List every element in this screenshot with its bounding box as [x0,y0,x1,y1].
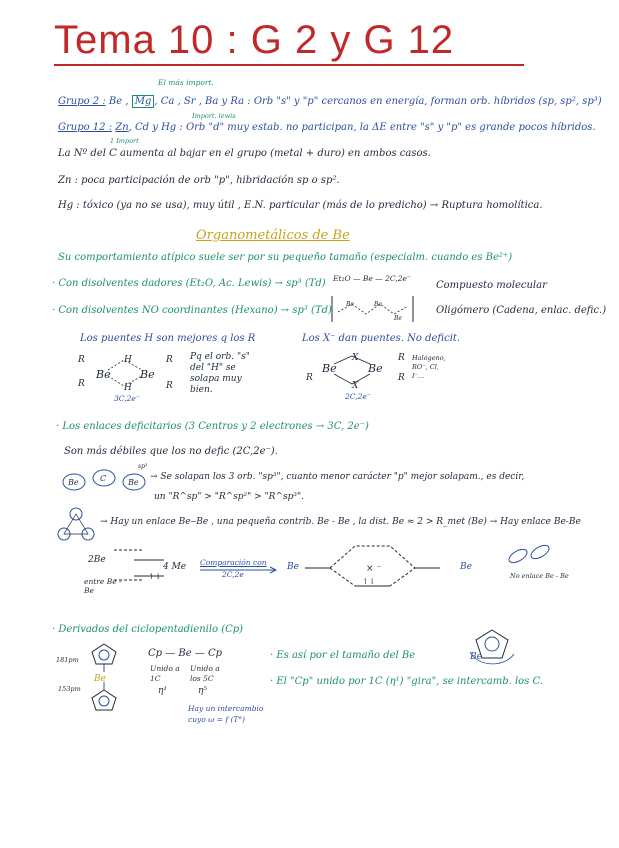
eta1-label: η¹ [158,686,167,696]
dist-181-label: 181pm [56,656,79,664]
svg-text:R: R [398,353,405,363]
cp-heading: · Derivados del ciclopentadienilo (Cp) [52,624,244,635]
dadores-result: Compuesto molecular [436,280,547,291]
svg-text:R: R [78,379,85,389]
cp-ring-be: Be [470,652,482,662]
comparacion-arrow [200,567,280,573]
grupo12-rest: , Cd y Hg : Orb "d" muy estab. no participan, la ΔE entre "s" y "p" es grande pocos híbridos. [128,122,596,133]
puentes-x-note: Halógeno, RO⁻, Cl, I⁻... [412,354,446,380]
orden-line: un "R^sp" > "R^sp²" > "R^sp³". [154,492,304,502]
svg-text:Be: Be [128,478,139,487]
annotation-zn-import: 1 Import [110,137,139,145]
puentes-h-heading: Los puentes H son mejores q los R [80,333,256,344]
svg-text:Be: Be [346,301,354,308]
svg-text:Be: Be [368,362,383,375]
gira-line: · El "Cp" unido por 1C (η¹) "gira", se intercamb. los C. [270,676,543,687]
svg-text:H: H [124,355,132,365]
svg-text:× ⁻: × ⁻ [366,564,382,574]
cp-sandwich-sketch [76,640,136,715]
svg-text:Be: Be [140,368,155,381]
me-label: 4 Me [163,562,187,572]
svg-text:Be: Be [68,478,79,487]
enlace-be-line: → Hay un enlace Be‒Be , una pequeña contrib. Be - Be , la dist. Be ≈ 2 > R_met (Be) → Hay enlace Be-Be [100,517,581,527]
deficitarios-heading: · Los enlaces deficitarios (3 Centros y 2 electrones → 3C, 2e⁻) [56,421,369,432]
page-title: Tema 10 : G 2 y G 12 [54,18,455,62]
intro-line4: Zn : poca participación de orb "p", hibridación sp o sp². [58,175,340,186]
bond-2c2e-label: 2C,2e⁻ [345,392,371,401]
no-enlace-label: No enlace Be - Be [510,572,569,580]
dadores-struct: Et₂O — Be — 2C,2e⁻ [333,274,411,283]
svg-text:Be: Be [322,362,337,375]
solapan-line: → Se solapan los 3 orb. "sp³", cuanto menor carácter "p" mejor solapam., es decir, [150,472,525,482]
svg-text:R: R [78,355,85,365]
dist-153-label: 153pm [58,685,81,693]
mg-boxed: Mg [132,95,155,108]
be2-label: 2Be [88,555,106,565]
svg-text:C: C [100,474,107,483]
svg-text:Be: Be [394,315,402,322]
grupo2-elems: Be , [108,96,129,107]
annotation-import-lewis: Import. lewis [192,112,236,120]
comparacion-2c-label: 2C,2e [222,570,244,579]
cp-formula: Cp — Be — Cp [148,648,223,659]
svg-text:R: R [398,373,405,383]
bond-3c2e-label: 3C,2e⁻ [114,394,140,403]
svg-text:R: R [166,381,173,391]
oligomer-chain-sketch [330,294,415,324]
grupo2-label: Grupo 2 : [58,96,106,107]
comportamiento: Su comportamiento atípico suele ser por su pequeño tamaño (especialm. cuando es Be²⁺) [58,252,513,263]
svg-text:Be: Be [96,368,111,381]
svg-text:↿⇂: ↿⇂ [148,572,162,581]
organo-heading: Organometálicos de Be [196,228,350,243]
intro-line5: Hg : tóxico (ya no se usa), muy útil , E.N. particular (más de lo predicho) → Ruptura homolítica. [58,200,543,211]
mo-diagram-right [300,538,460,598]
grupo2-rest: , Ca , Sr , Ba y Ra : Orb "s" y "p" cercanos en energía, forman orb. híbridos (sp, sp², sp³) [154,96,602,107]
three-orbital-sketch [58,458,150,504]
no-coord-result: Oligómero (Cadena, enlac. defic.) [436,305,607,316]
dadores-line: · Con disolventes dadores (Et₂O, Ac. Lewis) → sp³ (Td) [52,278,326,289]
svg-text:R: R [166,355,173,365]
svg-text:X: X [352,353,359,363]
eta5-label: η⁵ [198,686,207,696]
no-enlace-sketch [504,540,554,570]
cp-ring-sketch [464,624,524,672]
mo-be-right: Be [460,562,472,572]
svg-text:R: R [306,373,313,383]
debiles-line: Son más débiles que los no defic (2C,2e⁻). [64,446,278,457]
intercambio-label: Hay un intercambio cuyo ω = f (T°) [188,704,264,724]
comparacion-label: Comparación con [200,558,267,567]
svg-text:X: X [352,381,359,391]
grupo12-label: Grupo 12 : [58,122,113,133]
svg-text:Be: Be [374,301,382,308]
tamano-line: · Es así por el tamaño del Be [270,650,416,661]
sp3-label: sp³ [138,463,148,470]
puentes-x-heading: Los X⁻ dan puentes. No deficit. [302,333,461,344]
mo-be-left: Be [287,562,299,572]
cp-be-label: Be [94,674,106,684]
title-underline [54,64,524,66]
no-coord-line: · Con disolventes NO coordinantes (Hexano) → sp³ (Td) [52,305,332,316]
unido-5c-label: Unido a los 5C [190,664,220,683]
unido-1c-label: Unido a 1C [150,664,180,683]
zn-underlined: Zn [115,122,129,133]
annotation-mas-import: El más import. [158,78,214,87]
svg-text:↿⇂: ↿⇂ [362,577,376,586]
grupo2-line [58,96,602,107]
puentes-h-note: Pq el orb. "s" del "H" se solapa muy bien. [190,352,250,395]
intro-line3: La Nº del C aumenta al bajar en el grupo (metal + duro) en ambos casos. [58,148,431,159]
entre-be-label: entre Be - Be [84,577,122,595]
be-triangle-sketch [56,506,96,544]
svg-text:H: H [124,383,132,393]
grupo12-line [58,122,596,133]
